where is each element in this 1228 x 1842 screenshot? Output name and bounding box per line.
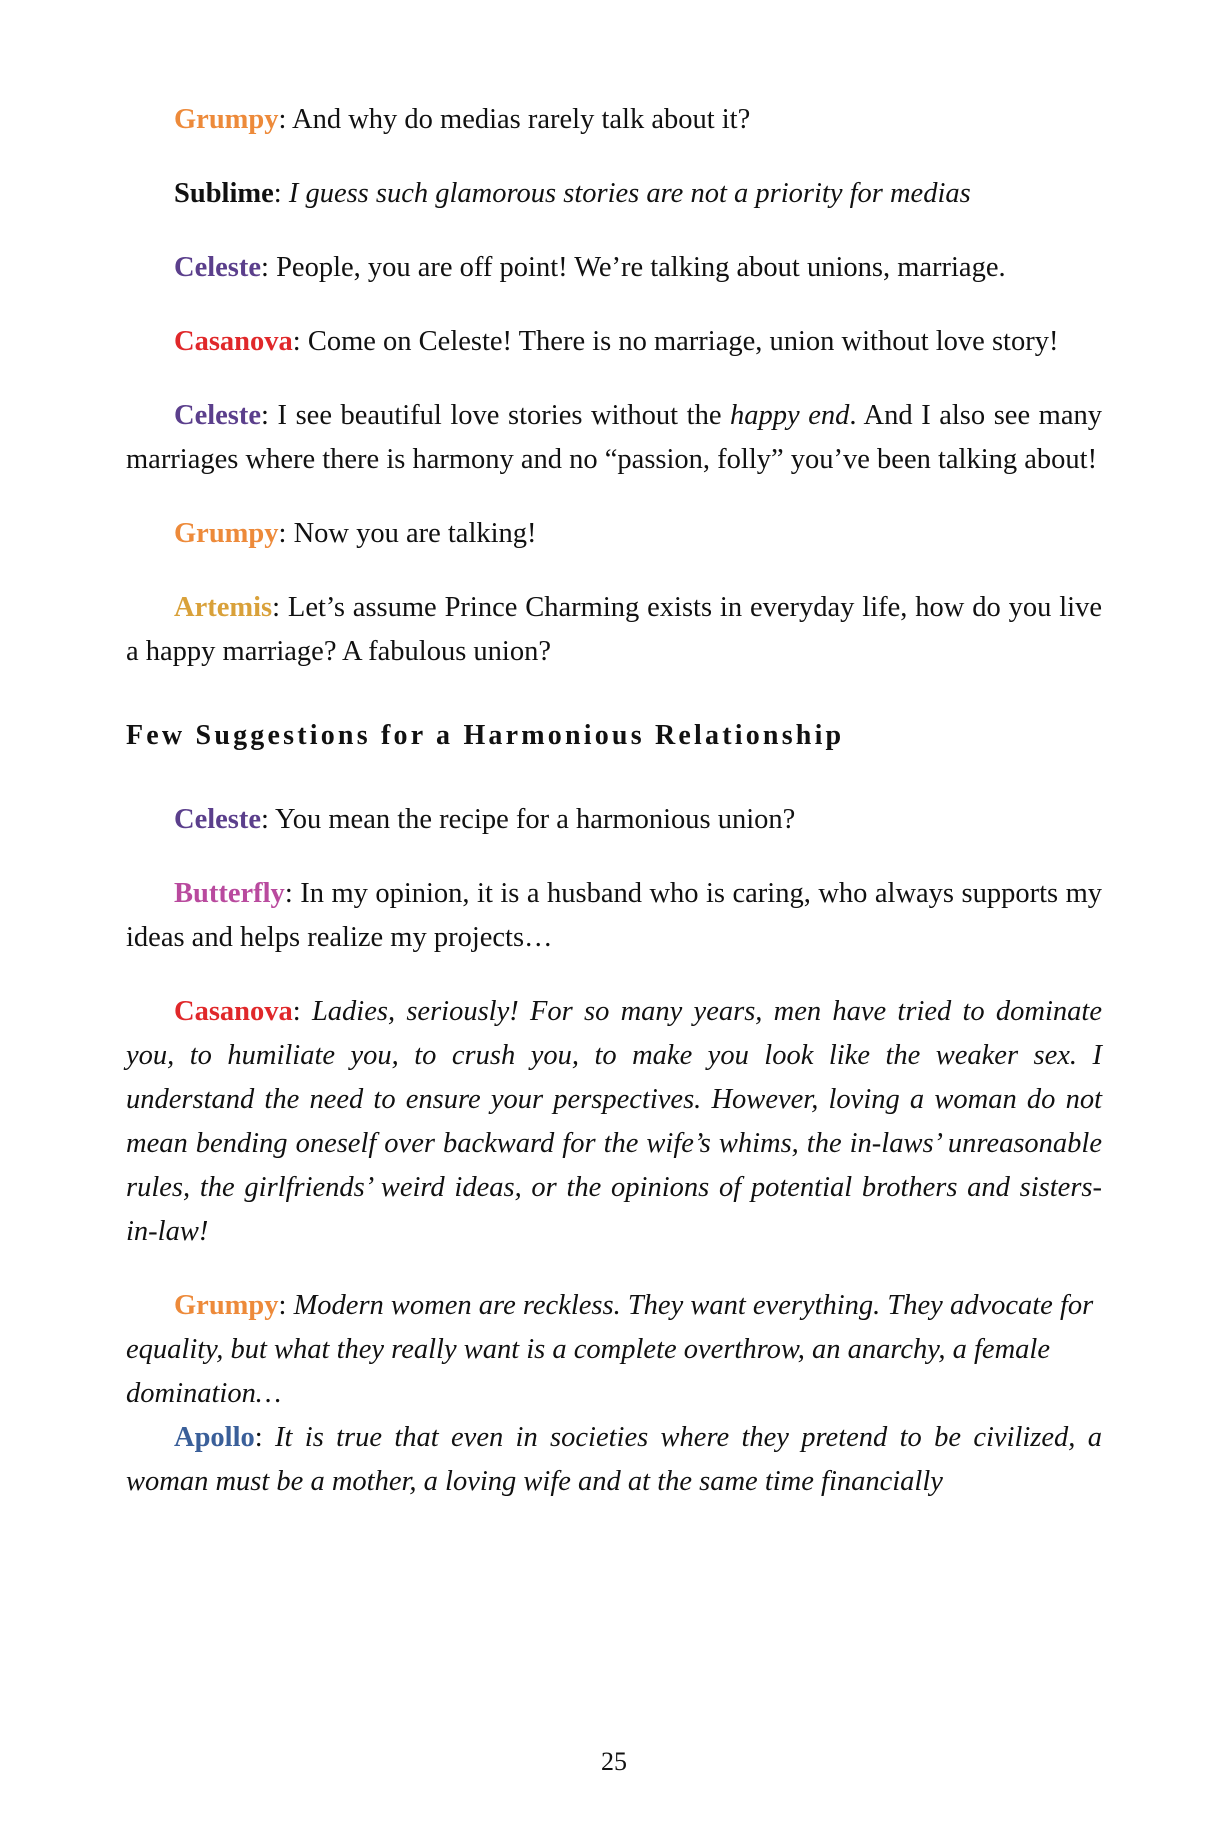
line-text: In my opinion, it is a husband who is caring, who always supports my ideas and helps realize my projects… bbox=[126, 878, 1102, 953]
dialogue-line bbox=[126, 586, 1102, 674]
speaker-name: Celeste bbox=[174, 400, 262, 431]
dialogue-line bbox=[126, 798, 1102, 842]
speaker-name: Grumpy bbox=[174, 1290, 279, 1321]
line-text: Come on Celeste! There is no marriage, union without love story! bbox=[300, 326, 1059, 357]
dialogue-line bbox=[126, 512, 1102, 556]
speaker-name: Casanova bbox=[174, 996, 293, 1027]
speaker-name: Artemis bbox=[174, 592, 273, 623]
separator: : bbox=[261, 400, 269, 431]
line-text: It is true that even in societies where they pretend to be civilized, a woman must be a mother, a loving wife and at the same time financially bbox=[126, 1422, 1102, 1497]
line-text: Modern women are reckless. They want everything. They advocate for equality, but what they really want is a complete overthrow, an anarchy, a female domination… bbox=[126, 1290, 1094, 1409]
line-text: Now you are talking! bbox=[286, 518, 537, 549]
line-text: I see beautiful love stories without the bbox=[268, 400, 731, 431]
dialogue-line bbox=[126, 990, 1102, 1254]
dialogue-line bbox=[126, 394, 1102, 482]
speaker-name: Butterfly bbox=[174, 878, 285, 909]
dialogue-line bbox=[126, 1416, 1102, 1504]
separator: : bbox=[272, 592, 281, 623]
page-number: 25 bbox=[601, 1747, 627, 1776]
speaker-name: Sublime bbox=[174, 178, 274, 209]
dialogue-line bbox=[126, 872, 1102, 960]
section-heading: Few Suggestions for a Harmonious Relationship bbox=[126, 720, 845, 751]
line-text: Ladies, seriously! For so many years, men have tried to dominate you, to humiliate you, to crush you, to make you look like the weaker sex. I understand the need to ensure your perspectives. However, loving a woman do not mean bending oneself over backward for the wife’s whims, the in-laws’ unreasonable rules, the girlfriends’ weird ideas, or the opinions of potential brothers and sisters-in-law! bbox=[126, 996, 1102, 1247]
dialogue-line bbox=[126, 1284, 1102, 1416]
line-text-emphasis: happy end bbox=[730, 400, 850, 431]
speaker-name: Apollo bbox=[174, 1422, 255, 1453]
speaker-name: Casanova bbox=[174, 326, 293, 357]
separator: : bbox=[278, 104, 287, 135]
speaker-name: Grumpy bbox=[174, 518, 279, 549]
dialogue-line bbox=[126, 320, 1102, 364]
line-text: Let’s assume Prince Charming exists in everyday life, how do you live a happy marriage? A fabulous union? bbox=[126, 592, 1102, 667]
separator: : bbox=[292, 996, 301, 1027]
page-content bbox=[126, 98, 1102, 1504]
line-text: I guess such glamorous stories are not a priority for medias bbox=[281, 178, 971, 209]
separator: : bbox=[254, 1422, 263, 1453]
line-text: People, you are off point! We’re talking about unions, marriage. bbox=[268, 252, 1006, 283]
line-text: You mean the recipe for a harmonious union? bbox=[268, 804, 796, 835]
line-text: . And I also see many marriages where there is harmony and no “passion, folly” you’ve been talking about! bbox=[126, 400, 1102, 475]
separator: : bbox=[273, 178, 282, 209]
speaker-name: Celeste bbox=[174, 804, 262, 835]
separator: : bbox=[278, 1290, 287, 1321]
separator: : bbox=[278, 518, 287, 549]
dialogue-line bbox=[126, 246, 1102, 290]
dialogue-line bbox=[126, 172, 1102, 216]
line-text: And why do medias rarely talk about it? bbox=[286, 104, 751, 135]
separator: : bbox=[261, 252, 269, 283]
separator: : bbox=[292, 326, 301, 357]
speaker-name: Celeste bbox=[174, 252, 262, 283]
speaker-name: Grumpy bbox=[174, 104, 279, 135]
separator: : bbox=[261, 804, 269, 835]
dialogue-line bbox=[126, 98, 1102, 142]
separator: : bbox=[284, 878, 293, 909]
